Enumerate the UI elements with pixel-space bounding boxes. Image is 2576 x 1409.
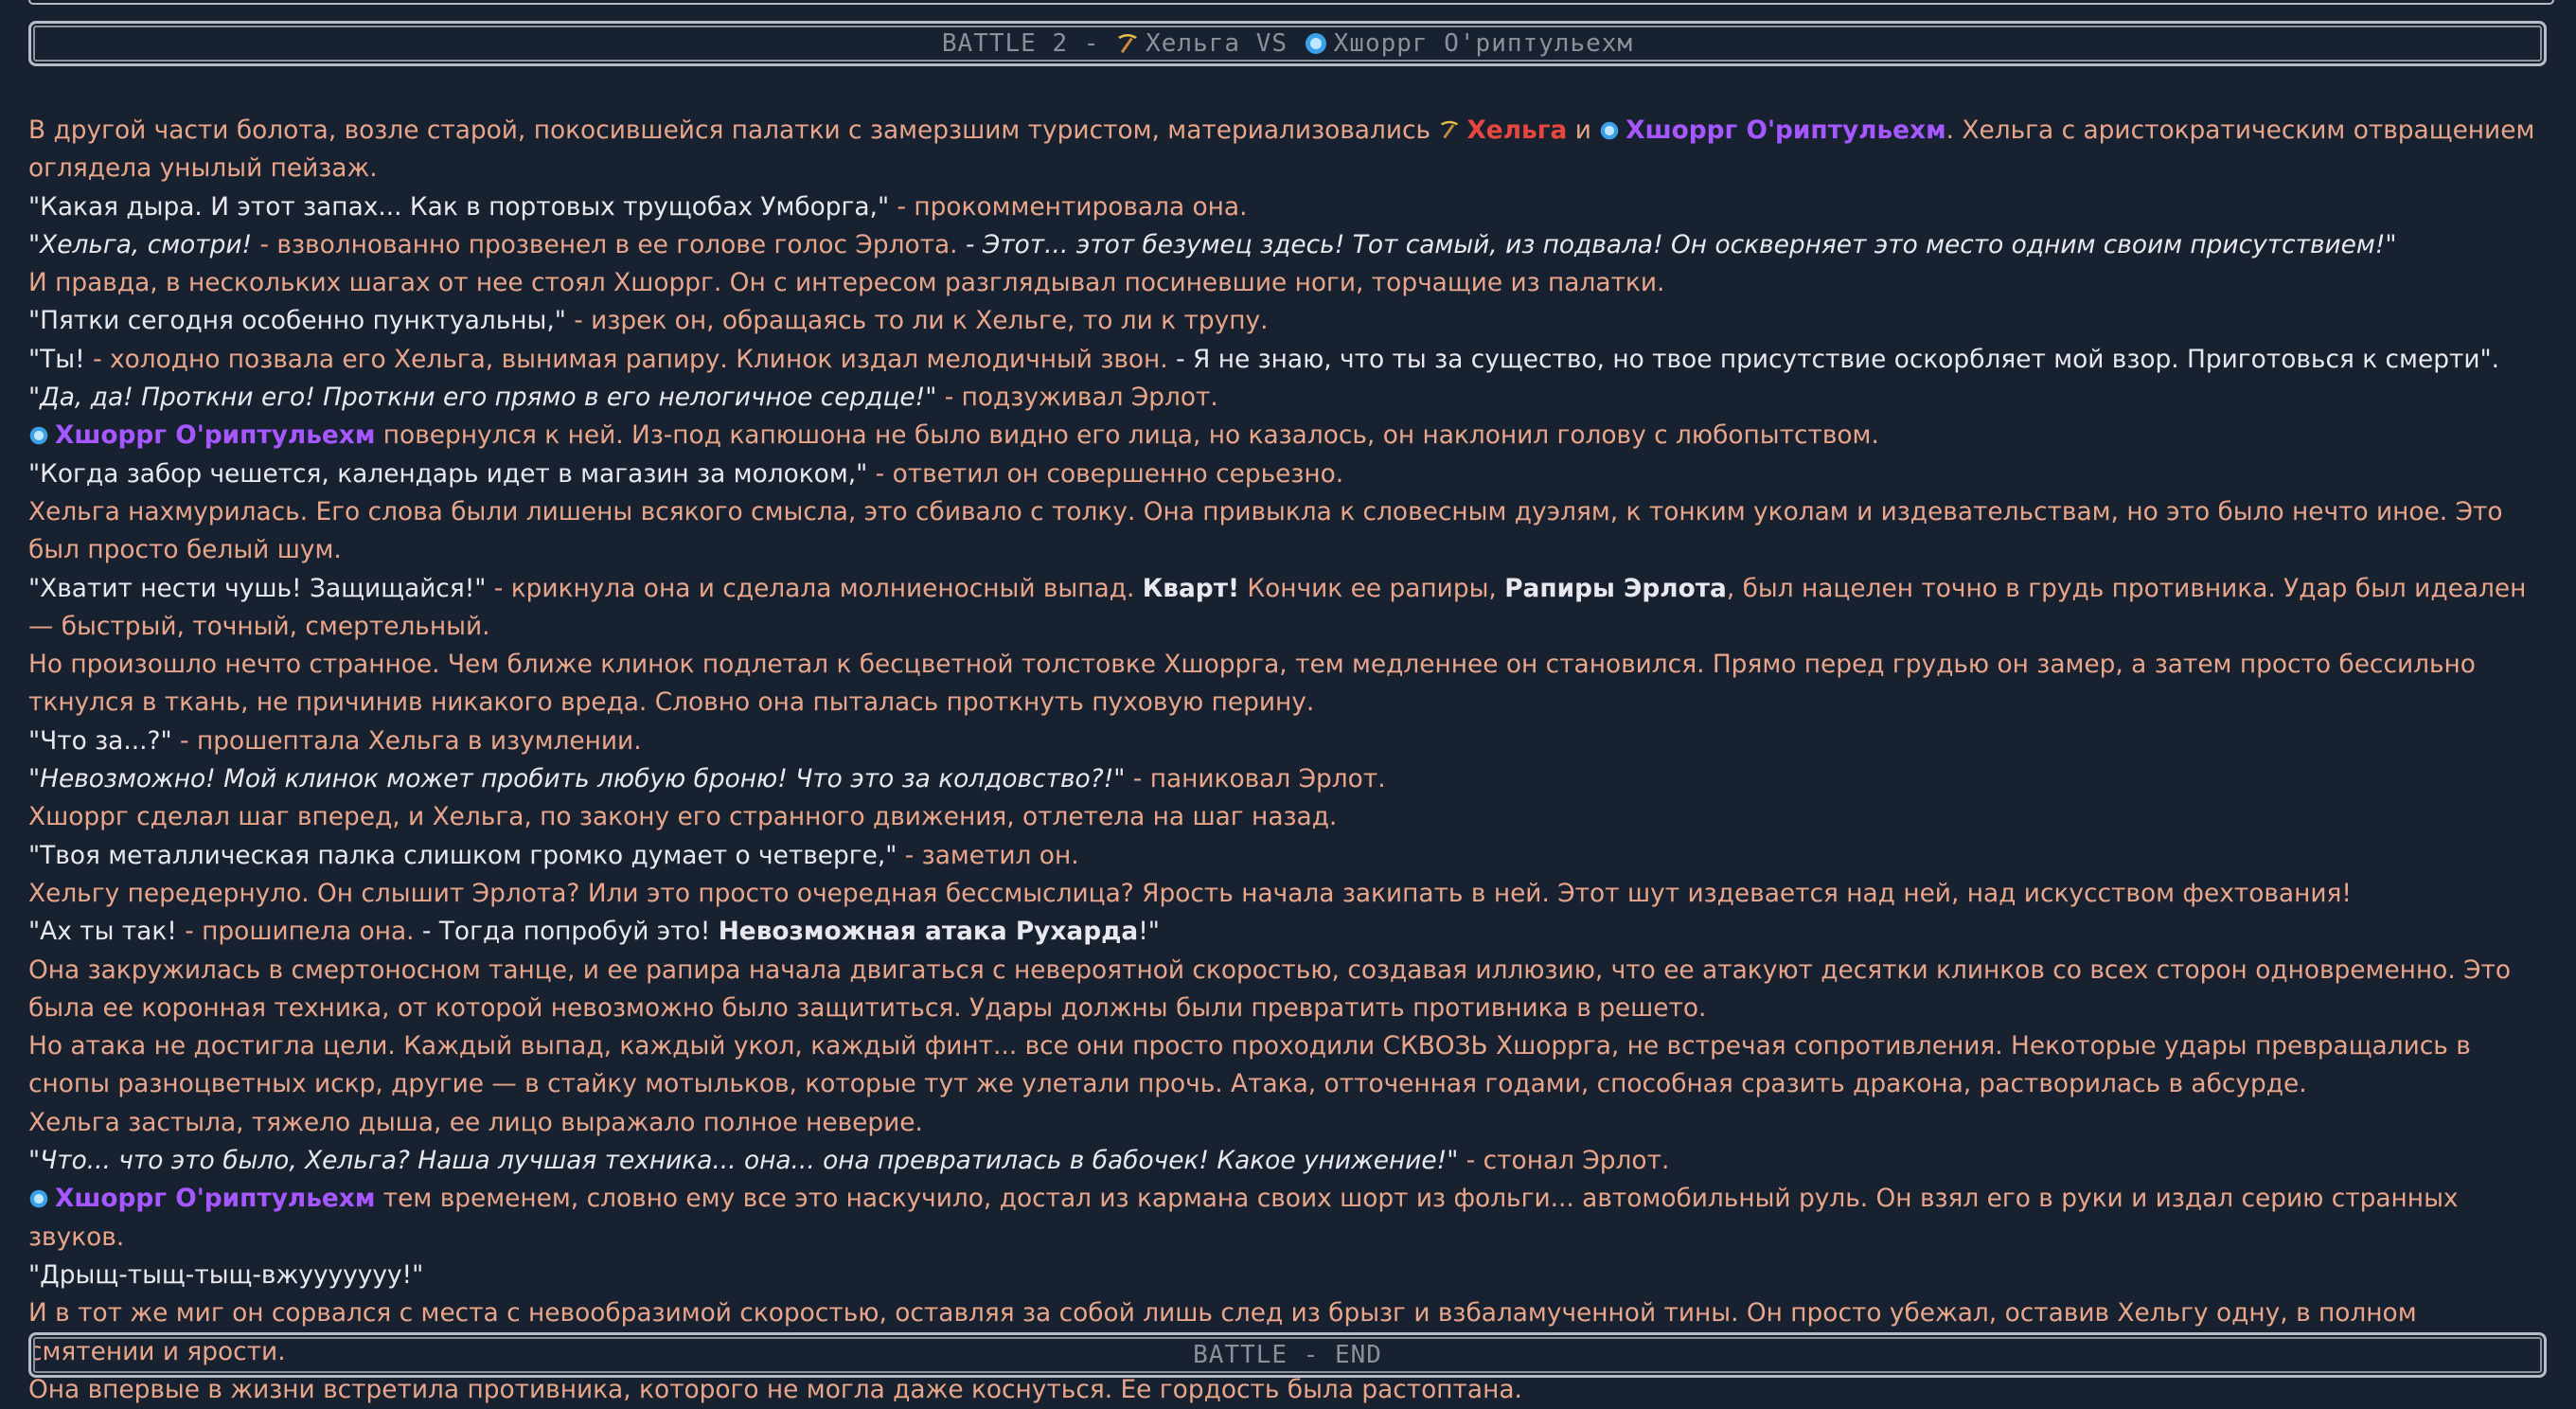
story-paragraph: И правда, в нескольких шагах от нее стоял Хшоррг. Он с интересом разглядывал посиневшие ноги, торчащие из палатки.	[28, 268, 1665, 298]
blue-orb-icon	[1304, 31, 1328, 56]
story-paragraph: Она впервые в жизни встретила противника, которого не могла даже коснуться. Ее гордость была растоптана.	[28, 1374, 1522, 1404]
xshorrg-name: Хшоррг О'риптульехм	[55, 420, 376, 451]
story-paragraph: "Хватит нести чушь! Защищайся!" - крикнула она и сделала молниеносный выпад. Кварт! Кончик ее рапиры, Рапиры Эрлота, был нацелен точно в грудь противника. Удар был идеален — быстрый, точный, смертельный.	[28, 573, 2527, 641]
story-paragraph: Хельга нахмурилась. Его слова были лишены всякого смысла, это сбивало с толку. Она привыкла к словесным дуэлям, к тонким уколам и издевательствам, но это было нечто иное. Это был просто белый шум.	[28, 496, 2503, 565]
story-paragraph: "Когда забор чешется, календарь идет в магазин за молоком," - ответил он совершенно серьезно.	[28, 458, 1344, 489]
story-paragraph: Хшоррг О'риптульехм повернулся к ней. Из-под капюшона не было видно его лица, но казалось, он наклонил голову с любопытством.	[28, 417, 2547, 455]
story-paragraph: "Ах ты так! - прошипела она. - Тогда попробуй это! Невозможная атака Рухарда!"	[28, 917, 1160, 947]
story-paragraph: "Что... что это было, Хельга? Наша лучшая техника... она... она превратилась в бабочек! Какое унижение!" - стонал Эрлот.	[28, 1146, 1670, 1176]
story-paragraph: Хшоррг О'риптульехм тем временем, словно ему все это наскучило, достал из кармана своих шорт из фольги... автомобильный руль. Он взял его в руки и издал серию странных звуков.	[28, 1184, 2459, 1252]
story-paragraph: "Твоя металлическая палка слишком громко думает о четверге," - заметил он.	[28, 840, 1079, 870]
story-paragraph: Но произошло нечто странное. Чем ближе клинок подлетал к бесцветной толстовке Хшоррга, тем медленнее он становился. Прямо перед грудью он замер, а затем просто бессильно ткнулся в ткань, не причинив никакого вреда. Словно она пыталась проткнуть пуховую перину.	[28, 650, 2476, 718]
story-paragraph: Хельга застыла, тяжело дыша, ее лицо выражало полное неверие.	[28, 1107, 923, 1137]
xshorrg-name: Хшоррг О'риптульехм	[1626, 116, 1946, 145]
story-paragraph: "Невозможно! Мой клинок может пробить любую броню! Что это за колдовство?!" - паниковал Эрлот.	[28, 764, 1386, 794]
battle-prefix: BATTLE 2 -	[941, 29, 1100, 58]
helga-name: Хельга	[1466, 116, 1568, 145]
story-paragraph: Но атака не достигла цели. Каждый выпад, каждый укол, каждый финт... все они просто проходили СКВОЗЬ Хшоррга, не встречая сопротивления. Некоторые удары превращались в снопы разноцветных искр, другие — в стайку мотыльков, которые тут же улетали прочь. Атака, отточенная годами, способная сразить дракона, растворилась в абсурде.	[28, 1031, 2471, 1099]
previous-frame-edge	[28, 0, 2554, 5]
story-text	[28, 112, 2547, 1409]
pickaxe-icon	[1115, 31, 1140, 56]
fighter2-name: Хшоррг О'риптульехм	[1333, 29, 1634, 58]
battle-end-label: BATTLE - END	[1193, 1341, 1382, 1369]
story-paragraph: "Пятки сегодня особенно пунктуальны," - изрек он, обращаясь то ли к Хельге, то ли к трупу.	[28, 306, 1269, 336]
battle-header	[28, 21, 2547, 66]
story-paragraph: И в тот же миг он сорвался с места с невообразимой скоростью, оставляя за собой лишь след из брызг и взбаламученной тины. Он просто убежал, оставив Хельгу одну, в полном смятении и ярости.	[28, 1298, 2417, 1366]
story-paragraph: "Да, да! Проткни его! Проткни его прямо в его нелогичное сердце!" - подзуживал Эрлот.	[28, 383, 1218, 413]
story-paragraph: "Что за...?" - прошептала Хельга в изумлении.	[28, 725, 642, 756]
story-paragraph: Хельгу передернуло. Он слышит Эрлота? Или это просто очередная бессмыслица? Ярость начала закипать в ней. Этот шут издевается над ней, над искусством фехтования!	[28, 878, 2352, 908]
story-paragraph: Хшоррг сделал шаг вперед, и Хельга, по закону его странного движения, отлетела на шаг назад.	[28, 802, 1338, 832]
story-paragraph: "Дрыщ-тыщ-тыщ-вжууууууу!"	[28, 1259, 424, 1290]
story-paragraph: "Какая дыра. И этот запах... Как в портовых трущобах Умборга," - прокомментировала она.	[28, 191, 1248, 222]
vs-label: VS	[1255, 29, 1288, 58]
story-paragraph: В другой части болота, возле старой, покосившейся палатки с замерзшим туристом, материализовались Хельга и Хшоррг О'риптульехм. Хельга с аристократическим отвращением оглядела унылый пейзаж.	[28, 116, 2535, 184]
story-paragraph: "Ты! - холодно позвала его Хельга, вынимая рапиру. Клинок издал мелодичный звон. - Я не знаю, что ты за существо, но твое присутствие оскорбляет мой взор. Приготовься к смерти".	[28, 344, 2500, 374]
fighter1-name: Хельга	[1146, 29, 1241, 58]
xshorrg-name: Хшоррг О'риптульехм	[55, 1184, 376, 1214]
blue-orb-icon	[1599, 120, 1620, 141]
blue-orb-icon	[28, 425, 49, 446]
blue-orb-icon	[28, 1188, 49, 1209]
battle-footer	[28, 1332, 2547, 1378]
story-paragraph: Она закружилась в смертоносном танце, и ее рапира начала двигаться с невероятной скоростью, создавая иллюзию, что ее атакуют десятки клинков со всех сторон одновременно. Это была ее коронная техника, от которой невозможно было защититься. Удары должны были превратить противника в решето.	[28, 954, 2512, 1023]
story-paragraph: "Хельга, смотри! - взволнованно прозвенел в ее голове голос Эрлота. - Этот... этот безумец здесь! Тот самый, из подвала! Он оскверняет это место одним своим присутствием!"	[28, 229, 2397, 259]
pickaxe-icon	[1438, 118, 1461, 141]
